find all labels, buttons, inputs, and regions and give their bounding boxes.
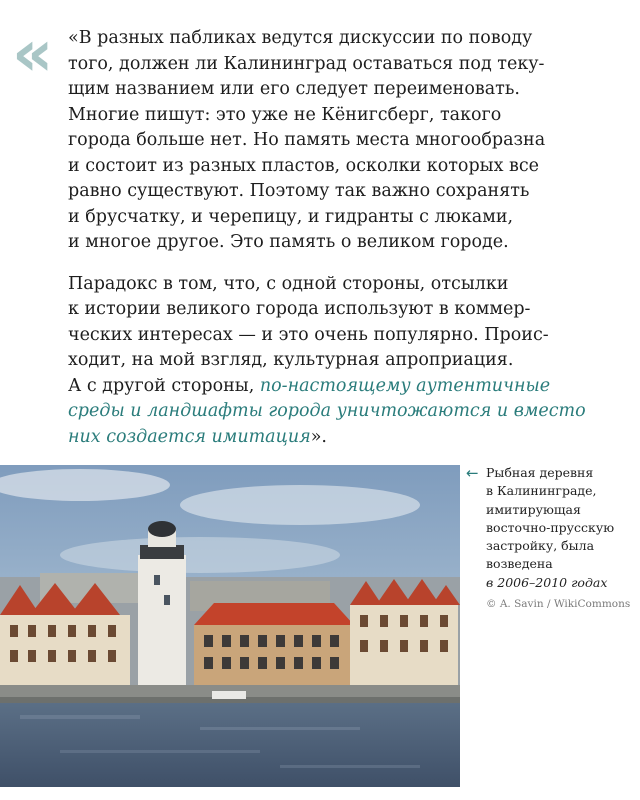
text-plain: А с другой стороны,	[68, 375, 260, 396]
text-line: того, должен ли Калининград оставаться под теку-	[68, 53, 545, 74]
caption-line: Рыбная деревня	[486, 465, 594, 480]
text-line: ческих интересах — и это очень популярно. Проис-	[68, 324, 549, 345]
text-line: и состоит из разных пластов, осколки которых все	[68, 155, 540, 176]
accent-text: по-настоящему аутентичные	[259, 375, 551, 396]
text-line: и брусчатку, и черепицу, и гидранты с люками,	[68, 206, 514, 227]
photo-credit: © A. Savin / WikiCommons	[486, 598, 631, 611]
text-line	[68, 425, 628, 451]
caption-text	[486, 464, 636, 592]
photo-caption	[466, 464, 636, 610]
caption-line: имитирующая	[486, 501, 581, 517]
text-line: города больше нет. Но память места многообразна	[68, 130, 546, 150]
fish-village-photo	[0, 465, 460, 787]
caption-line: в Калининграде,	[486, 483, 597, 499]
text-line: Многие пишут: это уже не Кёнигсберг, такого	[68, 104, 502, 125]
text-line: к истории великого города используют в коммер-	[68, 299, 531, 319]
text-line: и многое другое. Это память о великом городе.	[68, 232, 509, 252]
paragraph-1	[68, 26, 628, 256]
accent-text: них создается имитация	[68, 426, 311, 447]
caption-line: застройку, была	[486, 538, 595, 554]
accent-text: среды и ландшафты города уничтожаются и вместо	[68, 401, 586, 421]
text-line: Парадокс в том, что, с одной стороны, отсылки	[68, 273, 509, 294]
text-line: «В разных пабликах ведутся дискуссии по поводу	[68, 28, 533, 48]
article-text	[68, 26, 628, 466]
quote-mark-icon: «	[12, 17, 50, 91]
caption-line: возведена	[486, 556, 553, 572]
text-plain: ».	[310, 426, 327, 447]
caption-line: восточно-прусскую	[486, 519, 615, 535]
text-line: ходит, на мой взгляд, культурная апроприация.	[68, 350, 514, 370]
text-line	[68, 374, 628, 400]
arrow-left-icon: ←	[466, 464, 479, 482]
caption-years: в 2006–2010 годах	[486, 574, 608, 590]
paragraph-2	[68, 272, 628, 451]
text-line: равно существуют. Поэтому так важно сохранять	[68, 181, 530, 201]
text-line: щим названием или его следует переименовать.	[68, 79, 520, 99]
